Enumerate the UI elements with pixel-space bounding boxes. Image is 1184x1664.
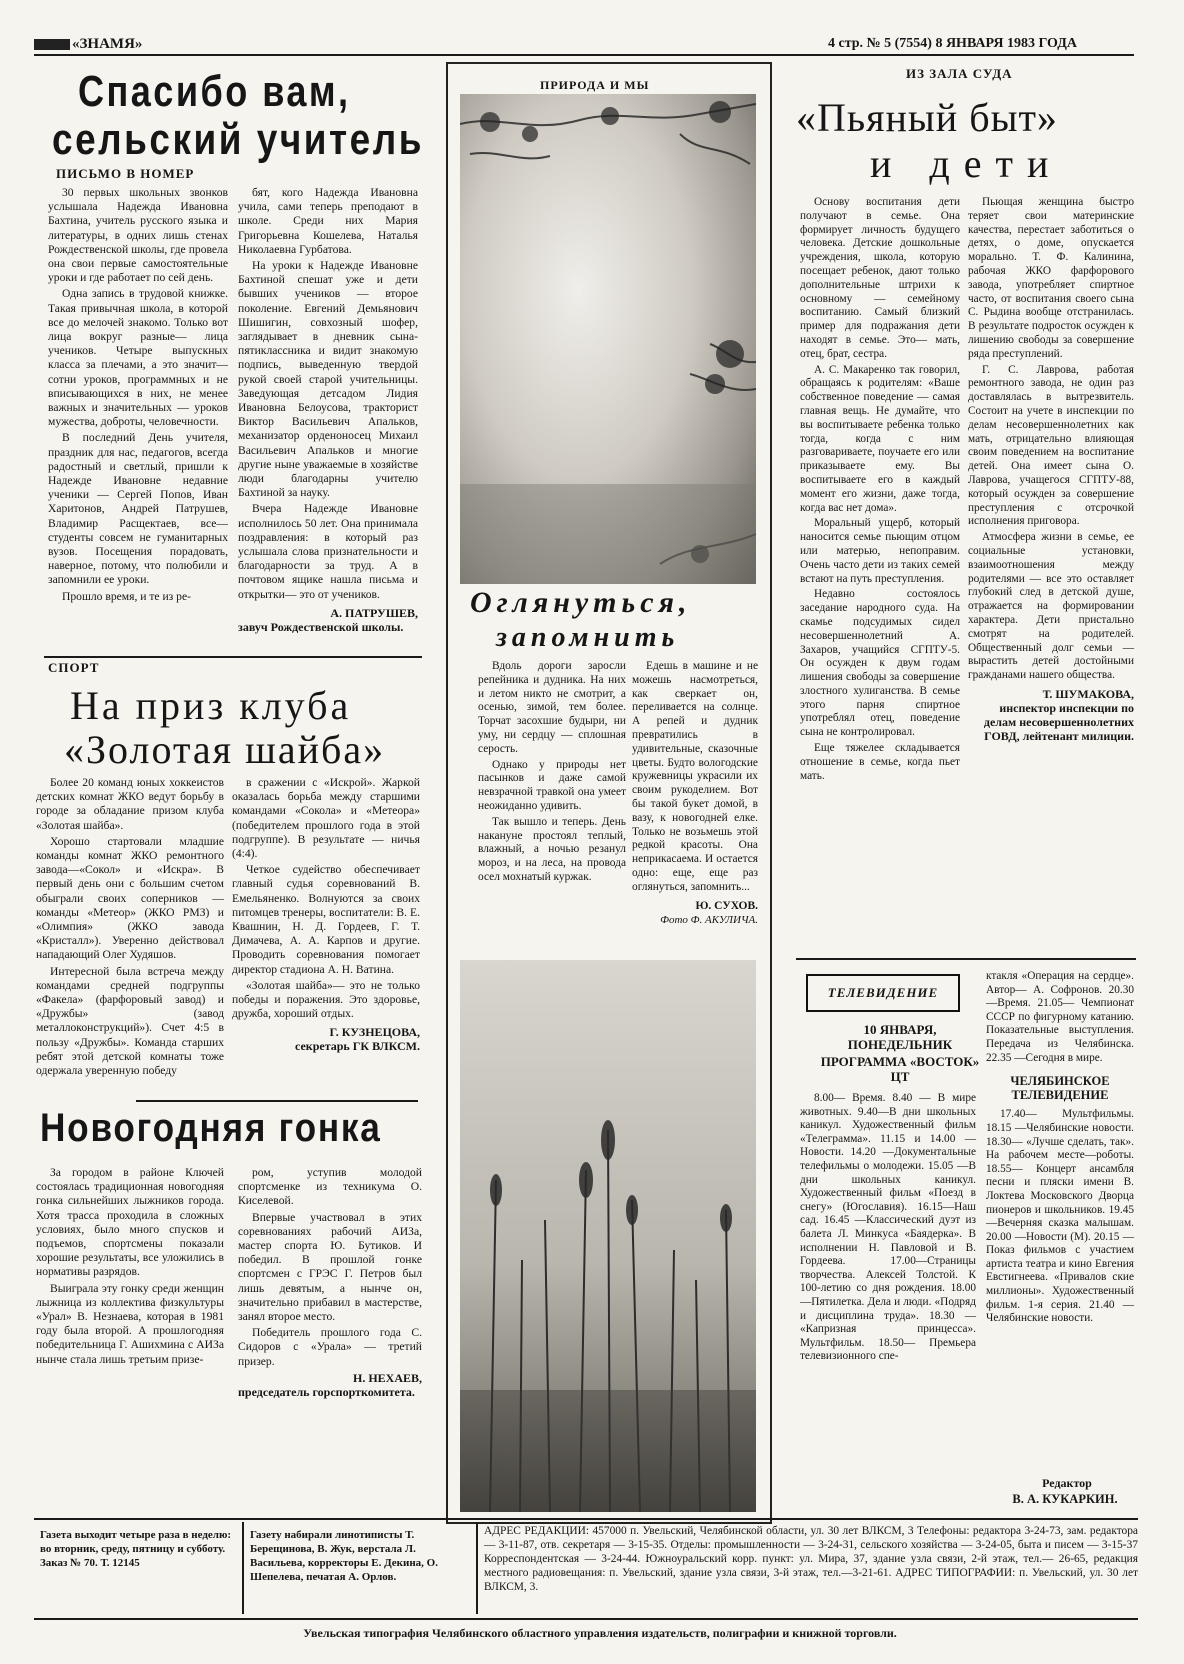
court-col1 (800, 196, 960, 785)
court-author-role: инспектор инспекции по делам несовершеннолетних ГОВД, лейтенант милиции. (983, 700, 1134, 743)
nature-title-line1: Оглянуться, (470, 586, 692, 619)
race-col1 (36, 1166, 224, 1369)
paragraph: Недавно состоялось заседание народного суда. На скамье подсудимых сидел несовершеннолетний А. Захаров, учащийся СГПТУ-5. Он осужден к двум годам лишения свободы за совершение злостного хулиганства. В семье этого парня спиртное употреблял отец, поведение сына не контролировал. (800, 588, 960, 739)
editor-label: Редактор (1042, 1476, 1092, 1490)
paragraph: «Золотая шайба»— это не только победы и поражения. Это здоровье, дружба, хороший отдых. (232, 978, 420, 1021)
teacher-author: А. ПАТРУШЕВ, (330, 605, 418, 620)
paragraph: Так вышло и теперь. День накануне простоял теплый, влажный, а ночью резанул мороз, и на леса, на провода осел мохнатый куржак. (478, 815, 626, 883)
sport-col1 (36, 776, 224, 1080)
section-rule (136, 1100, 418, 1102)
paragraph: На уроки к Надежде Ивановне Бахтиной спешат уже и дети бывших учеников — второе поколение. Евгений Демьянович Шишигин, совхозный шофер, заглядывает в дневник сына-пятиклассника и видит знакомую подпись, выведенную твердой рукой своей старой учительницы. Заведующая детсадом Лидия Ивановна Белоусова, тракторист Виктор Васильевич Апальков, механизатор орденоносец Михаил Васильевич Апальков и многие другие ныне уважаемые в хозяйстве люди благодарны учителю Бахтиной за науку. (238, 259, 418, 500)
tv-logo: ТЕЛЕВИДЕНИЕ (806, 974, 960, 1012)
masthead-logo (34, 39, 70, 50)
court-title-line1: «Пьяный быт» (796, 95, 1058, 140)
paragraph: 30 первых школьных звонков услышала Надежда Ивановна Бахтина, учитель русского языка и литературы, в одних лишь стенах Рождественской школы, где провела она свои первые самостоятельные уроки и где работает по сей день. (48, 186, 228, 285)
footer-box-staff: Газету набирали линотиписты Т. Берещинова, В. Жук, верстала Л. Васильева, корректоры Е. Декина, О. Шепелева, печатая А. Орлов. (250, 1529, 438, 1583)
teacher-author-role: завуч Рождественской школы. (238, 619, 404, 634)
nature-col1 (478, 660, 626, 887)
footer-box-address: АДРЕС РЕДАКЦИИ: 457000 п. Увельский, Челябинской области, ул. 30 лет ВЛКСМ, 3 Телефоны: редактора 3-24-73, зам. редактора — 3-11-87, отв. секретаря — 3-15-35. Отделы: промышленности — 3-24-31, сельского хозяйства — 3-24-05, быта и писем — 3-15-37 Корреспондентская — 3-24-44. Южноуральский корр. пункт: ул. Мира, 37, здание узла связи, 2-й этаж, тел.— 26-65, редакция местного радиовещания: п. Увельский, здание узла связи, 3-й этаж, тел.—3-21-61. АДРЕС ТИПОГРАФИИ: п. Увельский, ул. 30 лет ВЛКСМ, 3. (484, 1525, 1138, 1593)
paragraph: Вдоль дороги заросли репейника и дудника. На них и летом никто не смотрит, а осенью, зимой, тем более. Торчат засохшие будыри, ни уму, ни сердцу — сплошная серость. (478, 660, 626, 755)
paragraph: Пьющая женщина быстро теряет свои материнские качества, перестает заботиться о детях, о доме, опускается морально. Т. Ф. Калинина, рабочая ЖКО фарфорового завода, употребляет спиртное часто, от воспитания своего сына С. Рыдина вообще отстранилась. В результате подросток осужден к лишению свободы за совершение ряда преступлений. (968, 196, 1134, 360)
paragraph: Основу воспитания дети получают в семье. Она формирует личность будущего человека. Детские дошкольные учреждения, школа, которую посещает ребенок, дают только дополнительные штрихи к основному — семейному воспитанию. Самый близкий пример для подражания дети находят в семье. Это— мать, отец, брат, сестра. (800, 196, 960, 360)
editor-name: В. А. КУКАРКИН. (1012, 1492, 1118, 1506)
paragraph: Впервые участвовал в этих соревнованиях рабочий АИЗа, мастер спорта Ю. Бутиков. И победил. В прошлой гонке спортсмен с ГРЭС Г. Петров был лишь девятым, а нынче он, значительно прибавил в мастерстве, занял второе место. (238, 1210, 422, 1324)
teacher-col1 (48, 186, 228, 606)
paragraph: Г. С. Лаврова, работая ремонтного завода, не один раз доставлялась в вытрезвитель. Состоит на учете в инспекции по делам несовершеннолетних как мать, отрицательно влияющая своим поведением на воспитание детей. Она имеет сына О. Лаврова, учащегося СГПТУ-88, который осужден за совершение преступления с отсрочкой исполнения приговора. (968, 363, 1134, 528)
sport-author: Г. КУЗНЕЦОВА, (329, 1025, 420, 1040)
nature-rubric: ПРИРОДА И МЫ (540, 78, 650, 92)
tv-col1 (800, 1092, 976, 1366)
footer-rule (34, 1518, 1138, 1520)
frosted-reeds-illustration (460, 960, 756, 1512)
teacher-title-line2: сельский учитель (52, 115, 424, 164)
paragraph: ром, уступив молодой спортсменке из техникума О. Киселевой. (238, 1166, 422, 1208)
court-col2 (968, 196, 1134, 743)
paragraph: Выиграла эту гонку среди женщин лыжница из коллектива физкультуры «Урал» В. Незнаева, которая в 1981 году была второй. А прошлогодняя победительница Г. Ашихмина с АИЗа нынче стала лишь третьим призе- (36, 1281, 224, 1366)
footer-rule (34, 1618, 1138, 1620)
paragraph: Интересной была встреча между командами средней подгруппы «Факела» (фарфоровый завод) и «Дружбы» (завод металлоконструкций»). Счет 4:5 в пользу «Дружбы». Команда старших ребят этой детской комнаты тоже одержала уверенную победу (36, 964, 224, 1078)
section-rule (44, 656, 422, 658)
sport-rubric: СПОРТ (48, 660, 100, 675)
tv-program: ПРОГРАММА «ВОСТОК» ЦТ (820, 1054, 980, 1084)
paragraph: За городом в районе Ключей состоялась традиционная новогодняя гонка сильнейших лыжников города. Хотя трасса проходила в сложных условиях, было много спусков и подъемов, спортсмены показали хорошие результаты, все уложились в нормативы разрядов. (36, 1166, 224, 1279)
nature-col2 (632, 660, 758, 927)
paragraph: Едешь в машине и не можешь насмотреться, как сверкает он, переливается на солнце. А репей и дудник превратились в удивительные, сказочные цветы. Будто вологодские кружевницы украсили их своим рукоделием. Вот бы такой букет домой, в вазу, к новогодней елке. Только не возьмешь этой редкой красоты. Она неприкасаема. И остается одно: еще, еще раз оглянуться, запомнить... (632, 660, 758, 893)
tv-local-schedule: 17.40— Мультфильмы. 18.15 —Челябинские новости. 18.30— «Лучше сделать, так». На рабочем месте—роботы. 18.55— Концерт ансамбля песни и пляски имени В. Локтева Московского Дворца пионеров и школьников. 19.45 —Вечерняя сказка малышам. 20.00 —Новости (М). 20.15 —Показ фильмов с участием артиста театра и кино Евгения Евстигнеева. «Привалов ские миллионы». Художественный фильм. 1-я серия. 21.40 —Челябинские новости. (986, 1108, 1134, 1325)
tv-day: 10 ЯНВАРЯ, ПОНЕДЕЛЬНИК (847, 1022, 953, 1052)
paragraph: Более 20 команд юных хоккеистов детских комнат ЖКО ведут борьбу в городе за обладание призом клуба «Золотая шайба». (36, 776, 224, 832)
frost-photo (460, 94, 756, 584)
paragraph: Четкое судейство обеспечивает главный судья соревнований В. Емельяненко. Волнуются за своих питомцев тренеры, воспитатели: В. Е. Квашнин, Н. Д. Гордеев, Г. Т. Димачева, А. А. Карпов и другие. Проводить соревнования помогает директор стадиона А. Н. Ватина. (232, 863, 420, 976)
sport-title-line2: «Золотая шайба» (64, 727, 386, 772)
masthead-paper-name: «ЗНАМЯ» (34, 36, 142, 53)
sport-title-line1: На приз клуба (70, 683, 352, 728)
paragraph: Еще тяжелее складывается отношение в семье, когда пьет мать. (800, 742, 960, 782)
paragraph: Атмосфера жизни в семье, ее социальные установки, взаимоотношения между родителями — все это оставляет глубокий след в детской душе, отражается на формировании характера. Дети пристально смотрят на родителей. Общественный долг семьи — вырастить детей достойными гражданами нашего общества. (968, 531, 1134, 682)
paragraph: в сражении с «Искрой». Жаркой оказалась борьба между старшими командами «Сокола» и «Метеора» (победителем прошлого года в этой подгруппе). В результате — ничья (4:4). (232, 776, 420, 861)
frost-branches-illustration (460, 94, 756, 584)
race-col2 (238, 1166, 422, 1399)
nature-author: Ю. СУХОВ. (695, 899, 758, 912)
court-author: Т. ШУМАКОВА, (1042, 686, 1134, 701)
race-author: Н. НЕХАЕВ, (352, 1370, 422, 1385)
reed-photo (460, 960, 756, 1512)
issue-line: 4 стр. № 5 (7554) 8 ЯНВАРЯ 1983 ГОДА (828, 36, 1077, 51)
paragraph: В последний День учителя, праздник для нас, педагогов, всегда радостный и светлый, пришли к Надежде Ивановне недавние ученики — Сергей Попов, Иван Харитонов, Андрей Патрушев, Владимир Расщектаев, все— студенты совсем не гуманитарных вузов. Посещения порадовать, наверное, потому, что полюбили и запомнили ее уроки. (48, 431, 228, 587)
teacher-col2 (238, 186, 418, 634)
nature-photo-credit: Фото Ф. АКУЛИЧА. (660, 913, 758, 926)
paragraph: Моральный ущерб, который наносится семье пьющим отцом или матерью, непоправим. Очень часто дети из таких семей встают на путь преступления. (800, 517, 960, 585)
paragraph: Вчера Надежде Ивановне исполнилось 50 лет. Она принимала поздравления: в который раз услышала слова признательности и благодарности за труд. А в почтовом ящике нашла письма и открытки— это от учеников. (238, 502, 418, 601)
teacher-rubric: ПИСЬМО В НОМЕР (56, 166, 195, 181)
tv-schedule: 8.00— Время. 8.40 — В мире животных. 9.40—В дни школьных каникул. Художественный фильм «Телеграмма». 11.15 и 14.00 — Новости. 14.20 —Документальные телефильмы о молодежи. 15.05 —В дни школьных каникул. Художественный фильм «Поезд в снегу» (Югославия). 16.15—Наш сад. 16.45 —Классический дуэт из балета Л. Минкуса «Баядерка». В исполнении Н. Павловой и В. Гордеева. 17.00—Страницы творчества. Алексей Толстой. К 100-летию со дня рождения. 18.00—Пятилетка. Дела и люди. «Подряд и дисциплина труда». 18.30 — «Капризная принцесса». Мультфильм. 18.50— Премьера телевизионного спе- (800, 1092, 976, 1363)
nature-title-line2: запомнить (496, 622, 680, 653)
sport-col2 (232, 776, 420, 1053)
footer-box-schedule: Газета выходит четыре раза в неделю: во вторник, среду, пятницу и субботу. Заказ № 70. Т. 12145 (40, 1529, 232, 1569)
printer-line: Увельская типография Челябинского областного управления издательств, полиграфии и книжной торговли. (303, 1626, 897, 1640)
paragraph: Хорошо стартовали младшие команды комнат ЖКО ремонтного завода—«Сокол» и «Искра». В первый день они с большим счетом обыграли своих соперников —команды «Метеор» (ЖКО РМЗ) и «Олимпия» (ЖКО завода «Кристалл»). Уверенно действовал нападающий Олег Худяшов. (36, 834, 224, 962)
tv-schedule-cont: ктакля «Операция на сердце». Автор— А. Софронов. 20.30—Время. 21.05— Чемпионат СССР по фигурному катанию. Показательные выступления. Передача из Челябинска. 22.35 —Сегодня в мире. (986, 970, 1134, 1064)
paragraph: А. С. Макаренко так говорил, обращаясь к родителям: «Ваше собственное поведение — самая главная вещь. Не думайте, что вы воспитываете ребенка только тогда, когда с ним разговариваете, поучаете его или приказываете ему. Вы воспитываете его в каждый момент его жизни, даже тогда, когда вас нет дома». (800, 363, 960, 514)
header-rule (34, 54, 1134, 56)
tv-col2 (986, 970, 1134, 1328)
paragraph: Однако у природы нет пасынков и даже самой невзрачной травкой она умеет неожиданно удивить. (478, 758, 626, 812)
court-title-line2: и дети (870, 141, 1063, 186)
race-author-role: председатель горспорткомитета. (238, 1384, 415, 1399)
sport-author-role: секретарь ГК ВЛКСМ. (295, 1039, 420, 1054)
footer-divider (476, 1522, 478, 1614)
race-title: Новогодняя гонка (40, 1106, 382, 1150)
footer-divider (242, 1522, 244, 1614)
tv-local-title: ЧЕЛЯБИНСКОЕ ТЕЛЕВИДЕНИЕ (1010, 1074, 1110, 1102)
teacher-title-line1: Спасибо вам, (78, 67, 351, 116)
court-rubric: ИЗ ЗАЛА СУДА (906, 66, 1013, 81)
paragraph: Победитель прошлого года С. Сидоров с «Урала» — третий призер. (238, 1326, 422, 1368)
paragraph: Одна запись в трудовой книжке. Такая привычная школа, в которой все до мелочей знакомо. Только вот лица вокруг разные— лица учеников. Четыре выпускных класса за плечами, а это значит— сотни уроков, программных и не вписывающихся в них, не менее важных и значительных — уроков мужества, доброты, человечности. (48, 287, 228, 429)
paragraph: бят, кого Надежда Ивановна учила, сами теперь преподают в школе. Среди них Мария Григорьевна Кошелева, Наталья Николаевна Гурбатова. (238, 186, 418, 256)
paragraph: Прошло время, и те из ре- (62, 589, 191, 603)
section-rule (796, 958, 1136, 960)
